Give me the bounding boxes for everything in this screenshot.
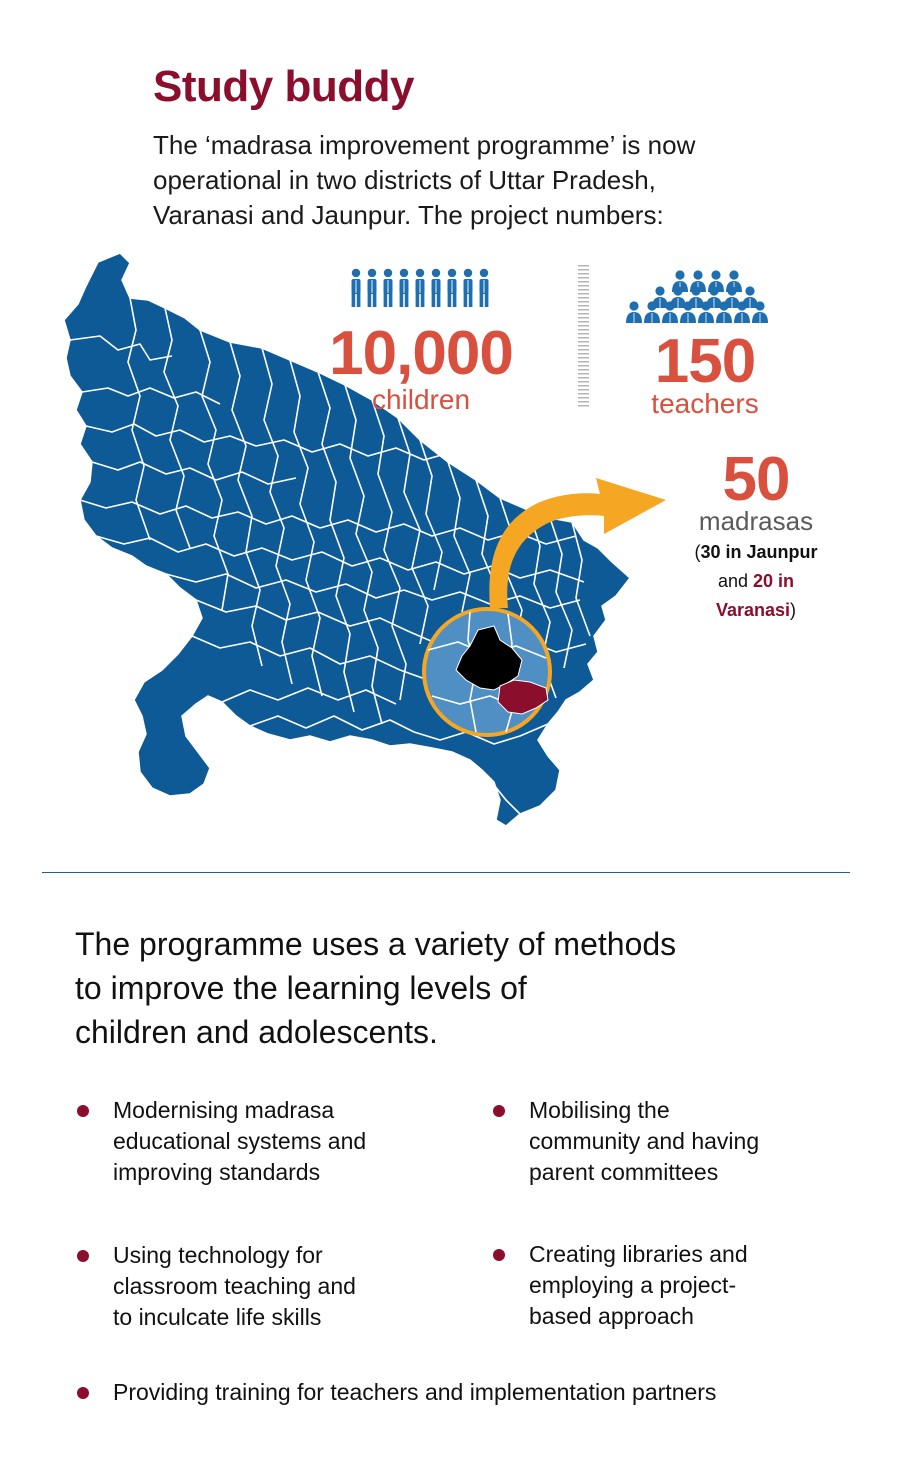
intro-line: The ‘madrasa improvement programme’ is now [153,130,696,160]
lead-line: children and adolescents. [75,1014,438,1050]
madrasas-count: 50 [722,445,790,514]
lead-line: to improve the learning levels of [75,970,527,1006]
methods-lead [75,922,835,1054]
list-item: Modernising madrasa educational systems and improving standards [113,1095,366,1188]
paren-open: ( [694,542,701,562]
section-divider [42,872,850,873]
bullet-dot [77,1105,89,1117]
bullet-dot [493,1249,505,1261]
stats-divider [578,265,589,407]
list-item: Providing training for teachers and implementation partners [113,1377,716,1408]
intro-line: operational in two districts of Uttar Pradesh, [153,165,656,195]
intro-line: Varanasi and Jaunpur. The project numbers: [153,200,664,230]
children-count: 10,000 [329,319,513,388]
madrasas-breakdown [656,538,856,625]
bullet-dot [77,1250,89,1262]
list-item: Creating libraries and employing a project- based approach [529,1239,748,1332]
bullet-dot [493,1105,505,1117]
child-figure-icon [348,268,500,310]
teachers-count: 150 [654,327,756,396]
paren-close: ) [790,600,797,620]
varanasi-count: 20 in [753,571,795,591]
intro-text [153,128,793,233]
lead-line: The programme uses a variety of methods [75,926,677,962]
bullet-dot [77,1387,89,1399]
children-label: children [371,384,471,415]
list-item: Using technology for classroom teaching and to inculcate life skills [113,1240,356,1333]
page-title: Study buddy [153,62,414,111]
teachers-label: teachers [651,388,759,419]
jaunpur-count: 30 in Jaunpur [700,542,818,562]
list-item: Mobilising the community and having parent committees [529,1095,759,1188]
teacher-figure-icon [622,268,778,324]
varanasi-name: Varanasi [715,600,791,620]
and-word: and [717,571,753,591]
madrasas-label: madrasas [698,506,814,536]
